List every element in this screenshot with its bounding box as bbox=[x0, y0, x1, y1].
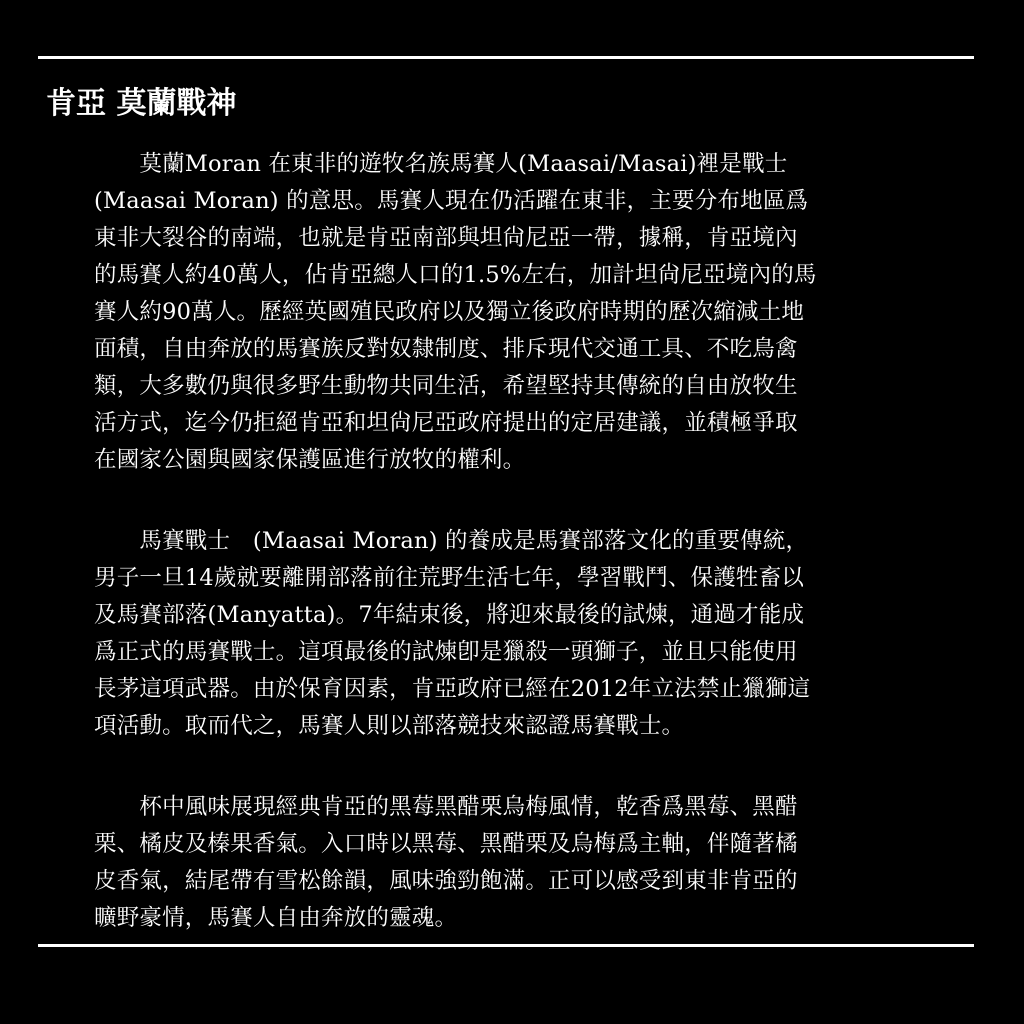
text-line: 馬賽戰士 (Maasai Moran) 的養成是馬賽部落文化的重要傳統， bbox=[94, 528, 809, 554]
text-line: 莫蘭Moran 在東非的遊牧名族馬賽人(Maasai/Masai)裡是戰士 bbox=[94, 151, 788, 177]
text-line: 及馬賽部落(Manyatta)。7年結束後，將迎來最後的試煉，通過才能成 bbox=[94, 602, 805, 628]
paragraph-flavor-notes bbox=[94, 789, 900, 937]
text-line: 在國家公園與國家保護區進行放牧的權利。 bbox=[94, 447, 526, 473]
text-line: 杯中風味展現經典肯亞的黑莓黑醋栗烏梅風情，乾香爲黑莓、黑醋 bbox=[94, 794, 798, 820]
text-line: 項活動。取而代之，馬賽人則以部落競技來認證馬賽戰士。 bbox=[94, 713, 685, 739]
text-line: 長茅這項武器。由於保育因素，肯亞政府已經在2012年立法禁止獵獅這 bbox=[94, 676, 811, 702]
page-title: 肯亞 莫蘭戰神 bbox=[46, 86, 237, 121]
text-line: (Maasai Moran) 的意思。馬賽人現在仍活躍在東非，主要分布地區爲 bbox=[94, 188, 809, 214]
text-line: 栗、橘皮及榛果香氣。入口時以黑莓、黑醋栗及烏梅爲主軸，伴隨著橘 bbox=[94, 831, 798, 857]
top-divider bbox=[38, 56, 974, 59]
text-line: 面積，自由奔放的馬賽族反對奴隸制度、排斥現代交通工具、不吃鳥禽 bbox=[94, 336, 798, 362]
text-line: 爲正式的馬賽戰士。這項最後的試煉卽是獵殺一頭獅子，並且只能使用 bbox=[94, 639, 798, 665]
text-line: 男子一旦14歲就要離開部落前往荒野生活七年，學習戰鬥、保護牲畜以 bbox=[94, 565, 805, 591]
text-line: 活方式，迄今仍拒絕肯亞和坦尙尼亞政府提出的定居建議，並積極爭取 bbox=[94, 410, 798, 436]
text-line: 的馬賽人約40萬人，佔肯亞總人口的1.5%左右，加計坦尙尼亞境內的馬 bbox=[94, 262, 817, 288]
text-line: 曠野豪情，馬賽人自由奔放的靈魂。 bbox=[94, 905, 458, 931]
text-line: 類，大多數仍與很多野生動物共同生活，希望堅持其傳統的自由放牧生 bbox=[94, 373, 798, 399]
text-line: 東非大裂谷的南端，也就是肯亞南部與坦尙尼亞一帶，據稱，肯亞境內 bbox=[94, 225, 798, 251]
paragraph-moran-meaning bbox=[94, 146, 900, 479]
text-line: 賽人約90萬人。歷經英國殖民政府以及獨立後政府時期的歷次縮減土地 bbox=[94, 299, 805, 325]
article-body bbox=[94, 146, 900, 981]
text-line: 皮香氣，結尾帶有雪松餘韻，風味強勁飽滿。正可以感受到東非肯亞的 bbox=[94, 868, 798, 894]
paragraph-warrior-training bbox=[94, 523, 900, 745]
bottom-divider bbox=[38, 944, 974, 947]
